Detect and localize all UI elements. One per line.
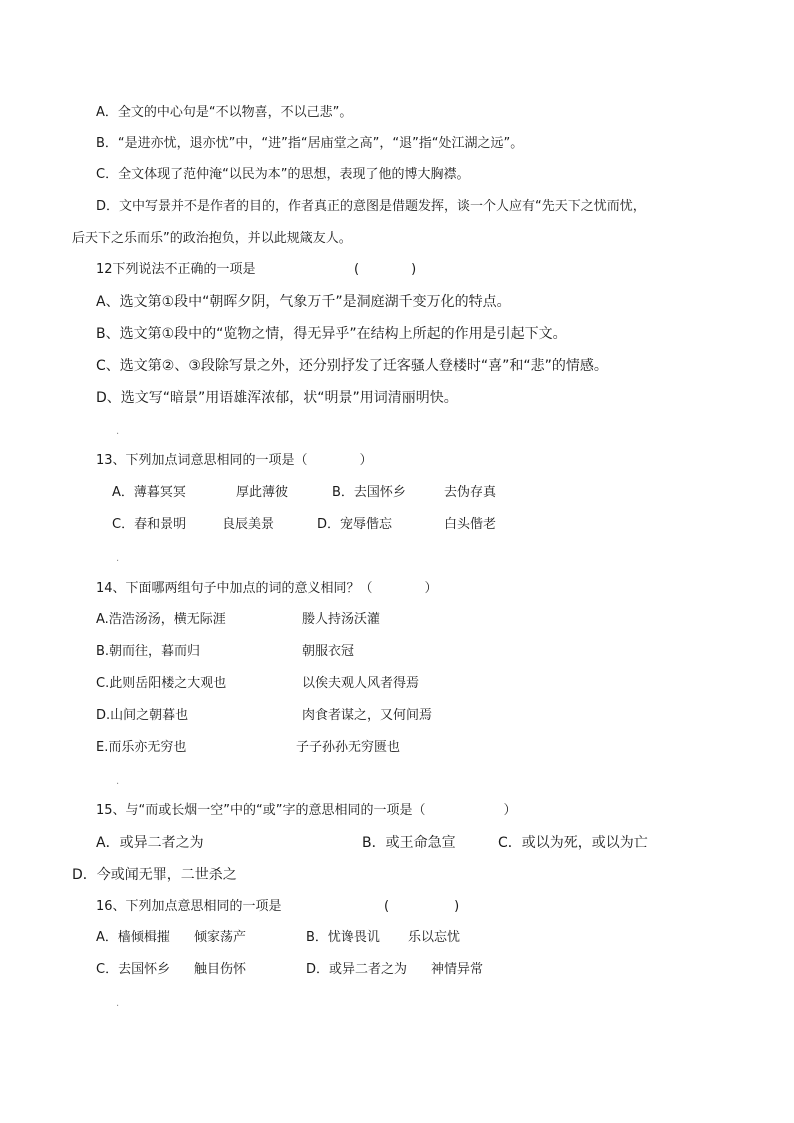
q16-option-b-compare: 乐以忘忧 xyxy=(408,930,461,945)
q14-option-e: E.而乐亦无穷也 xyxy=(96,740,187,755)
q12-option-d: D、选文写“暗景”用语雄浑浓郁，状“明景”用词清丽明快。 xyxy=(96,390,458,406)
q16-option-d-compare: 神情异常 xyxy=(431,962,484,977)
q13-option-d: D．宠辱偕忘 xyxy=(317,517,393,532)
q14-option-d: D.山间之朝暮也 xyxy=(96,708,189,723)
q13-row-cd xyxy=(112,516,497,534)
q14-option-a: A.浩浩汤汤，横无际涯 xyxy=(96,612,226,627)
q16-stem-text: 16、下列加点意思相同的一项是 xyxy=(96,899,282,914)
q16-option-d: D．或异二者之为 xyxy=(306,962,408,977)
q16-option-b: B．忧谗畏讥 xyxy=(306,930,380,945)
q16-stem xyxy=(96,898,460,916)
q13-row-ab xyxy=(112,484,497,502)
q16-option-a: A．樯倾楫摧 xyxy=(96,930,170,945)
q13-option-b-compare: 去伪存真 xyxy=(444,485,497,500)
paragraph-mark: . xyxy=(116,998,120,1009)
q14-option-b-compare: 朝服衣冠 xyxy=(302,644,355,659)
q12-option-a: A、选文第①段中“朝晖夕阴，气象万千”是洞庭湖千变万化的特点。 xyxy=(96,294,511,310)
q12-option-b: B、选文第①段中的“览物之情，得无异乎”在结构上所起的作用是引起下文。 xyxy=(96,326,567,342)
q11-option-b: B．“是进亦忧，退亦忧”中，“进”指“居庙堂之高”，“退”指“处江湖之远”。 xyxy=(96,136,524,151)
q13-option-c: C．春和景明 xyxy=(112,517,187,532)
q14-row-d xyxy=(96,707,433,725)
q14-option-b: B.朝而往，暮而归 xyxy=(96,644,201,659)
q14-option-a-compare: 媵人持汤沃灌 xyxy=(302,612,381,627)
q15-stem: 15、与“而或长烟一空”中的“或”字的意思相同的一项是（ ） xyxy=(96,803,517,818)
q12-stem xyxy=(96,261,417,279)
q15-row-abc xyxy=(96,834,648,852)
q11-option-c: C．全文体现了范仲淹“以民为本”的思想，表现了他的博大胸襟。 xyxy=(96,167,470,182)
q13-option-a: A．薄暮冥冥 xyxy=(112,485,186,500)
q11-option-d-line2: 后天下之乐而乐”的政治抱负，并以此规箴友人。 xyxy=(72,231,352,246)
q15-option-a: A．或异二者之为 xyxy=(96,835,204,851)
q14-row-c xyxy=(96,675,420,693)
q14-option-c: C.此则岳阳楼之大观也 xyxy=(96,676,227,691)
q11-option-a: A．全文的中心句是“不以物喜，不以己悲”。 xyxy=(96,105,353,120)
q14-stem: 14、下面哪两组句子中加点的词的意义相同？（ ） xyxy=(96,581,438,596)
q16-row-ab xyxy=(96,929,461,947)
q13-option-d-compare: 白头偕老 xyxy=(444,517,497,532)
q13-option-a-compare: 厚此薄彼 xyxy=(236,485,289,500)
q14-option-e-compare: 子子孙孙无穷匮也 xyxy=(296,740,401,755)
q12-option-c: C、选文第②、③段除写景之外，还分别抒发了迁客骚人登楼时“喜”和“悲”的情感。 xyxy=(96,358,608,374)
q14-row-b xyxy=(96,643,355,661)
q13-option-b: B．去国怀乡 xyxy=(332,485,406,500)
q13-option-c-compare: 良辰美景 xyxy=(222,517,275,532)
q16-option-a-compare: 倾家荡产 xyxy=(194,930,247,945)
q16-option-c-compare: 触目伤怀 xyxy=(194,962,247,977)
q11-option-d-line1: D．文中写景并不是作者的目的，作者真正的意图是借题发挥，谈一个人应有“先天下之忧而忧， xyxy=(96,199,646,214)
paragraph-mark: . xyxy=(116,776,120,787)
q14-row-a xyxy=(96,611,381,629)
q16-row-cd xyxy=(96,961,484,979)
q14-option-d-compare: 肉食者谋之，又何间焉 xyxy=(302,708,433,723)
q15-option-b: B．或王命急宣 xyxy=(362,835,456,851)
q12-answer-bracket: ( ) xyxy=(354,262,417,277)
q16-answer-bracket: ( ) xyxy=(384,899,460,914)
q15-option-d: D．今或闻无罪，二世杀之 xyxy=(72,867,237,883)
paragraph-mark: . xyxy=(116,426,120,437)
q15-option-c: C．或以为死，或以为亡 xyxy=(498,835,648,851)
q12-stem-text: 12下列说法不正确的一项是 xyxy=(96,262,256,277)
q13-stem: 13、下列加点词意思相同的一项是（ ） xyxy=(96,453,373,468)
paragraph-mark: . xyxy=(116,553,120,564)
q16-option-c: C．去国怀乡 xyxy=(96,962,171,977)
q14-option-c-compare: 以俟夫观人风者得焉 xyxy=(302,676,420,691)
q14-row-e xyxy=(96,739,401,757)
